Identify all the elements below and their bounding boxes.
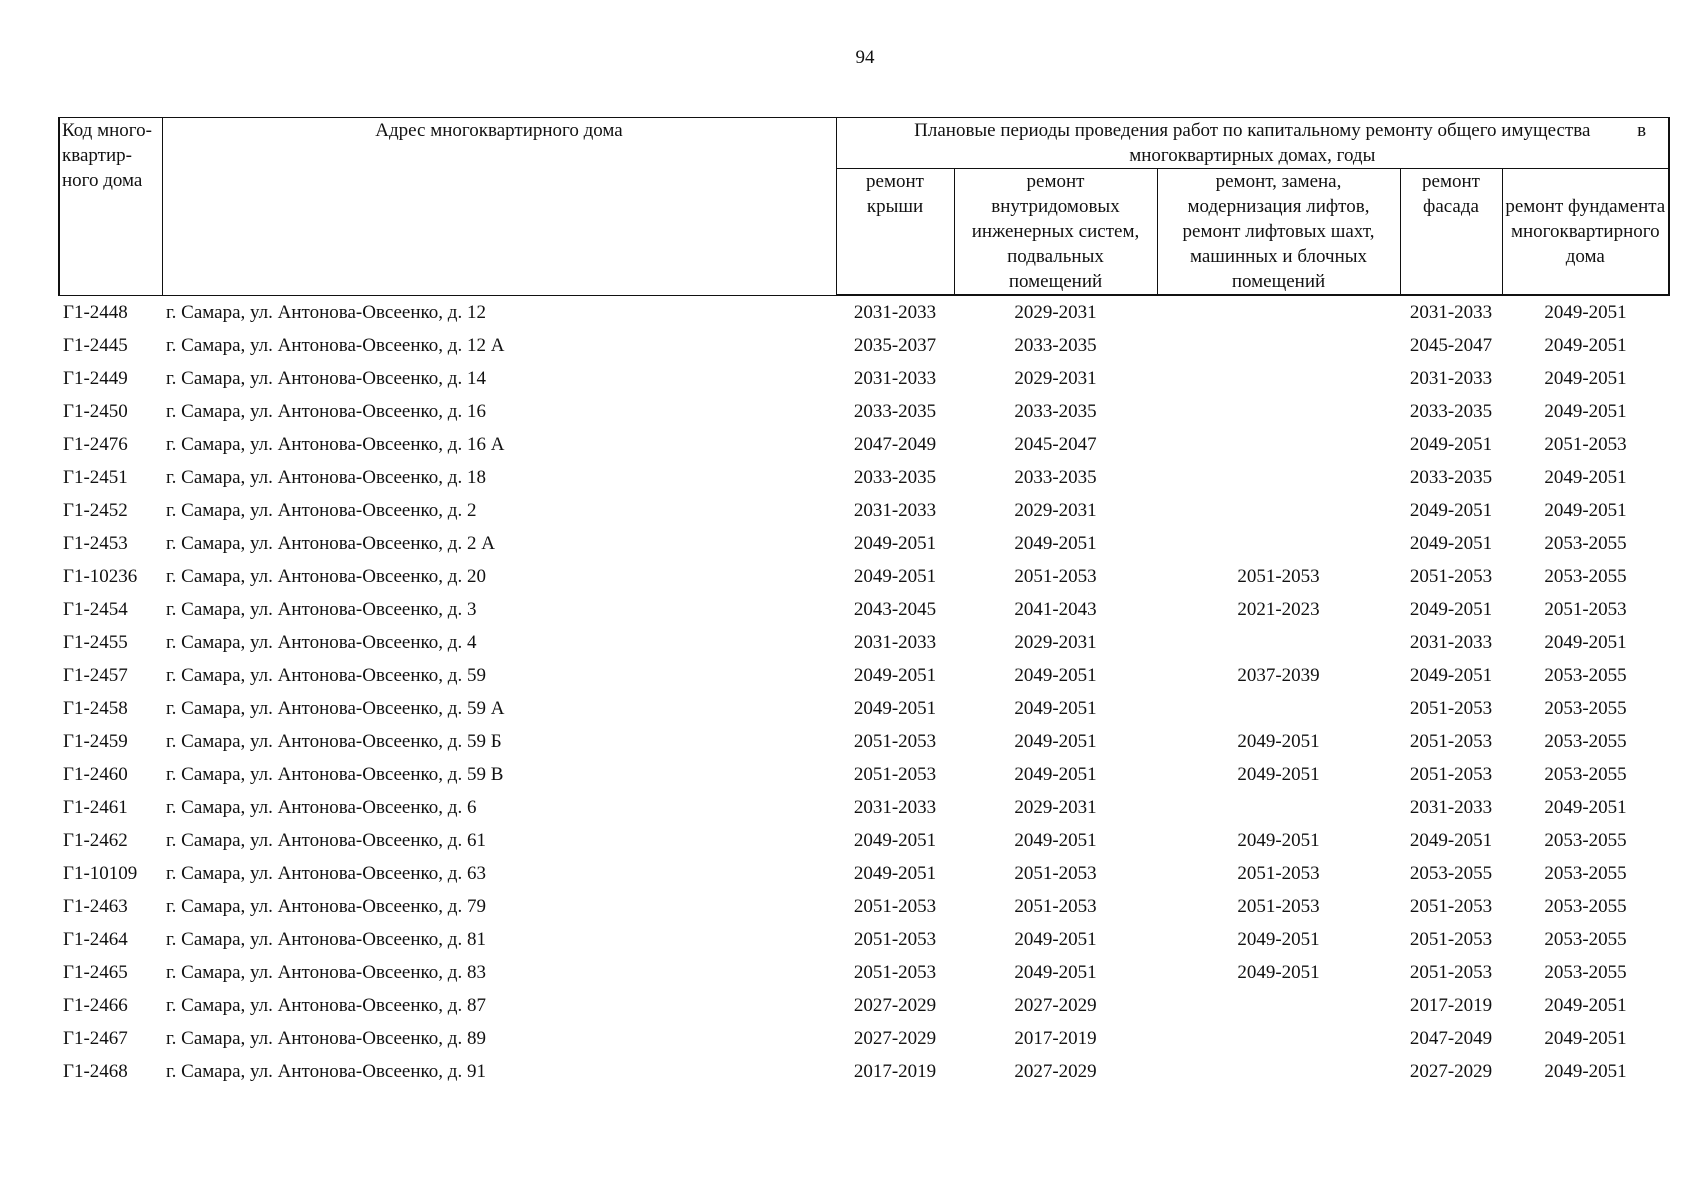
cell-elevators: 2051-2053 <box>1237 863 1320 884</box>
cell-address: г. Самара, ул. Антонова-Овсеенко, д. 12 <box>166 301 486 323</box>
cell-engineering: 2049-2051 <box>1014 962 1097 983</box>
cell-engineering: 2029-2031 <box>1014 302 1097 323</box>
cell-foundation: 2049-2051 <box>1544 467 1627 488</box>
table-row <box>59 428 1669 461</box>
cell-code: Г1-2462 <box>63 830 128 851</box>
cell-address: г. Самара, ул. Антонова-Овсеенко, д. 2 А <box>166 533 495 554</box>
cell-elevators <box>1157 329 1400 362</box>
cell-roof: 2031-2033 <box>853 500 937 521</box>
cell-address: г. Самара, ул. Антонова-Овсеенко, д. 20 <box>166 566 486 587</box>
cell-engineering: 2029-2031 <box>1014 797 1097 818</box>
cell-elevators <box>1157 626 1400 659</box>
table-row <box>59 295 1669 329</box>
header-code <box>59 118 162 296</box>
table-row <box>59 626 1669 659</box>
cell-address: г. Самара, ул. Антонова-Овсеенко, д. 81 <box>166 929 486 950</box>
cell-roof: 2033-2035 <box>853 467 937 488</box>
cell-elevators: 2049-2051 <box>1237 830 1320 851</box>
cell-roof: 2033-2035 <box>853 401 937 422</box>
cell-elevators <box>1157 989 1400 1022</box>
cell-facade: 2049-2051 <box>1409 434 1493 455</box>
cell-elevators <box>1157 494 1400 527</box>
cell-foundation: 2049-2051 <box>1544 401 1627 422</box>
cell-foundation: 2049-2051 <box>1544 500 1627 521</box>
header-foundation-label: ремонт фундамента многоквартирного дома <box>1505 196 1666 267</box>
cell-facade: 2033-2035 <box>1409 467 1493 488</box>
cell-elevators: 2049-2051 <box>1237 929 1320 950</box>
table-row <box>59 560 1669 593</box>
table-row <box>59 1022 1669 1055</box>
cell-facade: 2033-2035 <box>1409 401 1493 422</box>
cell-elevators: 2049-2051 <box>1237 731 1320 752</box>
cell-address: г. Самара, ул. Антонова-Овсеенко, д. 63 <box>166 863 486 884</box>
cell-code: Г1-2464 <box>63 929 128 950</box>
cell-engineering: 2051-2053 <box>1014 863 1097 884</box>
cell-foundation: 2049-2051 <box>1544 368 1627 389</box>
header-engineering-label: ремонт внутридомовых инженерных систем, подвальных помещений <box>971 171 1140 292</box>
cell-foundation: 2049-2051 <box>1544 632 1627 653</box>
cell-roof: 2031-2033 <box>853 302 937 323</box>
table-row <box>59 362 1669 395</box>
cell-foundation: 2053-2055 <box>1544 731 1627 752</box>
cell-address: г. Самара, ул. Антонова-Овсеенко, д. 14 <box>166 368 486 389</box>
cell-facade: 2047-2049 <box>1409 1028 1493 1049</box>
cell-foundation: 2053-2055 <box>1544 533 1627 554</box>
table-row <box>59 989 1669 1022</box>
cell-roof: 2031-2033 <box>853 632 937 653</box>
cell-engineering: 2051-2053 <box>1014 896 1097 917</box>
cell-engineering: 2033-2035 <box>1014 467 1097 488</box>
cell-engineering: 2049-2051 <box>1014 929 1097 950</box>
cell-elevators: 2051-2053 <box>1237 566 1320 587</box>
cell-code: Г1-2450 <box>63 401 128 422</box>
cell-elevators <box>1157 692 1400 725</box>
cell-roof: 2035-2037 <box>853 335 937 356</box>
cell-elevators: 2037-2039 <box>1237 665 1320 686</box>
cell-foundation: 2051-2053 <box>1544 434 1627 455</box>
cell-roof: 2049-2051 <box>853 698 937 719</box>
cell-elevators <box>1157 461 1400 494</box>
cell-foundation: 2053-2055 <box>1544 665 1627 686</box>
table-row <box>59 725 1669 758</box>
cell-address: г. Самара, ул. Антонова-Овсеенко, д. 12 А <box>166 335 505 356</box>
cell-facade: 2031-2033 <box>1409 368 1493 389</box>
header-address-label: Адрес многоквартирного дома <box>375 120 623 141</box>
cell-roof: 2017-2019 <box>853 1061 937 1082</box>
cell-foundation: 2049-2051 <box>1544 1028 1627 1049</box>
cell-facade: 2051-2053 <box>1409 896 1493 917</box>
cell-facade: 2051-2053 <box>1409 764 1493 785</box>
cell-engineering: 2041-2043 <box>1014 599 1097 620</box>
cell-roof: 2049-2051 <box>853 665 937 686</box>
cell-foundation: 2053-2055 <box>1544 962 1627 983</box>
cell-address: г. Самара, ул. Антонова-Овсеенко, д. 83 <box>166 962 486 983</box>
cell-elevators <box>1157 428 1400 461</box>
table-body <box>59 295 1669 1088</box>
cell-foundation: 2049-2051 <box>1544 797 1627 818</box>
cell-code: Г1-2460 <box>63 764 128 785</box>
table-row <box>59 857 1669 890</box>
table-header <box>59 118 1669 296</box>
cell-facade: 2027-2029 <box>1409 1061 1493 1082</box>
cell-engineering: 2027-2029 <box>1014 995 1097 1016</box>
table-row <box>59 494 1669 527</box>
cell-address: г. Самара, ул. Антонова-Овсеенко, д. 16 А <box>166 434 505 455</box>
cell-elevators: 2049-2051 <box>1237 962 1320 983</box>
cell-address: г. Самара, ул. Антонова-Овсеенко, д. 59 Б <box>166 731 502 752</box>
cell-elevators: 2051-2053 <box>1237 896 1320 917</box>
cell-code: Г1-2453 <box>63 533 128 554</box>
table-row <box>59 923 1669 956</box>
cell-engineering: 2049-2051 <box>1014 665 1097 686</box>
table-row <box>59 329 1669 362</box>
cell-roof: 2051-2053 <box>853 962 937 983</box>
cell-engineering: 2029-2031 <box>1014 500 1097 521</box>
cell-roof: 2051-2053 <box>853 731 937 752</box>
cell-roof: 2031-2033 <box>853 368 937 389</box>
cell-roof: 2051-2053 <box>853 896 937 917</box>
page-number: 94 <box>855 47 875 68</box>
cell-code: Г1-2457 <box>63 665 128 686</box>
table-row <box>59 593 1669 626</box>
header-periods-tail: в <box>1637 120 1647 141</box>
table-row <box>59 791 1669 824</box>
cell-foundation: 2051-2053 <box>1544 599 1627 620</box>
cell-code: Г1-2465 <box>63 962 128 983</box>
header-roof <box>836 169 954 296</box>
table-row <box>59 461 1669 494</box>
cell-facade: 2051-2053 <box>1409 698 1493 719</box>
cell-engineering: 2049-2051 <box>1014 731 1097 752</box>
cell-facade: 2053-2055 <box>1409 863 1493 884</box>
cell-elevators <box>1157 395 1400 428</box>
cell-engineering: 2029-2031 <box>1014 368 1097 389</box>
header-periods-label: Плановые периоды проведения работ по капитальному ремонту общего имущества <box>914 120 1591 141</box>
cell-roof: 2027-2029 <box>853 1028 937 1049</box>
cell-elevators <box>1157 527 1400 560</box>
cell-roof: 2047-2049 <box>853 434 937 455</box>
cell-address: г. Самара, ул. Антонова-Овсеенко, д. 4 <box>166 632 477 653</box>
cell-code: Г1-2466 <box>63 995 128 1016</box>
table-row <box>59 692 1669 725</box>
cell-code: Г1-2461 <box>63 797 128 818</box>
cell-foundation: 2053-2055 <box>1544 764 1627 785</box>
cell-facade: 2049-2051 <box>1409 500 1493 521</box>
cell-roof: 2027-2029 <box>853 995 937 1016</box>
cell-address: г. Самара, ул. Антонова-Овсеенко, д. 16 <box>166 401 486 422</box>
cell-address: г. Самара, ул. Антонова-Овсеенко, д. 87 <box>166 995 486 1016</box>
cell-facade: 2051-2053 <box>1409 731 1493 752</box>
header-elevators-label: ремонт, замена, модернизация лифтов, ремонт лифтовых шахт, машинных и блочных помещений <box>1182 171 1375 292</box>
cell-elevators <box>1157 362 1400 395</box>
table-row <box>59 956 1669 989</box>
cell-engineering: 2049-2051 <box>1014 764 1097 785</box>
table-row <box>59 659 1669 692</box>
cell-roof: 2049-2051 <box>853 863 937 884</box>
cell-address: г. Самара, ул. Антонова-Овсеенко, д. 59 А <box>166 698 505 719</box>
cell-engineering: 2029-2031 <box>1014 632 1097 653</box>
cell-code: Г1-2467 <box>63 1028 128 1049</box>
cell-roof: 2051-2053 <box>853 764 937 785</box>
cell-roof: 2043-2045 <box>853 599 937 620</box>
cell-engineering: 2017-2019 <box>1014 1028 1097 1049</box>
cell-facade: 2031-2033 <box>1409 632 1493 653</box>
cell-code: Г1-2448 <box>63 301 128 323</box>
cell-facade: 2031-2033 <box>1409 302 1493 323</box>
cell-elevators <box>1157 1055 1400 1088</box>
table-row <box>59 758 1669 791</box>
header-address <box>162 118 836 296</box>
cell-facade: 2049-2051 <box>1409 533 1493 554</box>
cell-facade: 2051-2053 <box>1409 929 1493 950</box>
cell-engineering: 2027-2029 <box>1014 1061 1097 1082</box>
cell-foundation: 2053-2055 <box>1544 929 1627 950</box>
header-code-label: Код много- квартир- ного дома <box>62 120 152 191</box>
cell-facade: 2049-2051 <box>1409 665 1493 686</box>
header-elevators <box>1157 169 1400 296</box>
cell-facade: 2031-2033 <box>1409 797 1493 818</box>
cell-address: г. Самара, ул. Антонова-Овсеенко, д. 6 <box>166 797 477 818</box>
table-row <box>59 824 1669 857</box>
cell-elevators <box>1157 1022 1400 1055</box>
header-periods <box>836 118 1669 169</box>
cell-code: Г1-2468 <box>63 1061 128 1082</box>
cell-engineering: 2049-2051 <box>1014 533 1097 554</box>
cell-foundation: 2053-2055 <box>1544 896 1627 917</box>
cell-elevators: 2049-2051 <box>1237 764 1320 785</box>
cell-engineering: 2033-2035 <box>1014 401 1097 422</box>
cell-facade: 2051-2053 <box>1409 962 1493 983</box>
header-facade <box>1400 169 1502 296</box>
cell-roof: 2031-2033 <box>853 797 937 818</box>
cell-code: Г1-2449 <box>63 368 128 389</box>
cell-code: Г1-2458 <box>63 698 128 719</box>
cell-engineering: 2049-2051 <box>1014 698 1097 719</box>
header-roof-label: ремонт крыши <box>866 171 924 217</box>
cell-address: г. Самара, ул. Антонова-Овсеенко, д. 89 <box>166 1028 486 1049</box>
header-engineering <box>954 169 1157 296</box>
cell-roof: 2049-2051 <box>853 566 937 587</box>
cell-elevators <box>1157 791 1400 824</box>
header-foundation <box>1502 169 1669 296</box>
cell-address: г. Самара, ул. Антонова-Овсеенко, д. 3 <box>166 599 477 620</box>
cell-foundation: 2053-2055 <box>1544 830 1627 851</box>
cell-engineering: 2051-2053 <box>1014 566 1097 587</box>
cell-facade: 2045-2047 <box>1409 335 1493 356</box>
cell-code: Г1-2459 <box>63 731 128 752</box>
cell-facade: 2049-2051 <box>1409 599 1493 620</box>
cell-code: Г1-2454 <box>63 599 128 620</box>
cell-foundation: 2049-2051 <box>1544 1061 1627 1082</box>
table-row <box>59 890 1669 923</box>
table-row <box>59 395 1669 428</box>
cell-engineering: 2045-2047 <box>1014 434 1097 455</box>
table-row <box>59 1055 1669 1088</box>
cell-elevators <box>1157 295 1400 329</box>
repair-schedule-table <box>58 117 1670 1088</box>
cell-code: Г1-2463 <box>63 896 128 917</box>
table-row <box>59 527 1669 560</box>
cell-foundation: 2049-2051 <box>1544 995 1627 1016</box>
cell-code: Г1-2455 <box>63 632 128 653</box>
cell-foundation: 2049-2051 <box>1544 335 1627 356</box>
header-facade-label: ремонт фасада <box>1422 171 1480 217</box>
cell-code: Г1-2476 <box>63 434 128 455</box>
cell-roof: 2049-2051 <box>853 830 937 851</box>
cell-address: г. Самара, ул. Антонова-Овсеенко, д. 79 <box>166 896 486 917</box>
cell-address: г. Самара, ул. Антонова-Овсеенко, д. 18 <box>166 467 486 488</box>
cell-foundation: 2053-2055 <box>1544 566 1627 587</box>
cell-foundation: 2053-2055 <box>1544 698 1627 719</box>
cell-facade: 2049-2051 <box>1409 830 1493 851</box>
cell-code: Г1-2451 <box>63 467 128 488</box>
cell-elevators: 2021-2023 <box>1237 599 1320 620</box>
cell-address: г. Самара, ул. Антонова-Овсеенко, д. 91 <box>166 1061 486 1082</box>
cell-foundation: 2053-2055 <box>1544 863 1627 884</box>
cell-roof: 2051-2053 <box>853 929 937 950</box>
cell-foundation: 2049-2051 <box>1544 302 1627 323</box>
cell-address: г. Самара, ул. Антонова-Овсеенко, д. 59 <box>166 665 486 686</box>
cell-engineering: 2033-2035 <box>1014 335 1097 356</box>
cell-facade: 2017-2019 <box>1409 995 1493 1016</box>
cell-address: г. Самара, ул. Антонова-Овсеенко, д. 61 <box>166 830 486 851</box>
cell-engineering: 2049-2051 <box>1014 830 1097 851</box>
cell-code: Г1-10109 <box>63 863 138 884</box>
cell-address: г. Самара, ул. Антонова-Овсеенко, д. 2 <box>166 500 477 521</box>
cell-code: Г1-10236 <box>63 566 138 587</box>
cell-code: Г1-2452 <box>63 500 128 521</box>
cell-facade: 2051-2053 <box>1409 566 1493 587</box>
cell-address: г. Самара, ул. Антонова-Овсеенко, д. 59 В <box>166 764 504 785</box>
header-periods-second-line: многоквартирных домах, годы <box>1129 145 1376 166</box>
cell-code: Г1-2445 <box>63 335 128 356</box>
cell-roof: 2049-2051 <box>853 533 937 554</box>
